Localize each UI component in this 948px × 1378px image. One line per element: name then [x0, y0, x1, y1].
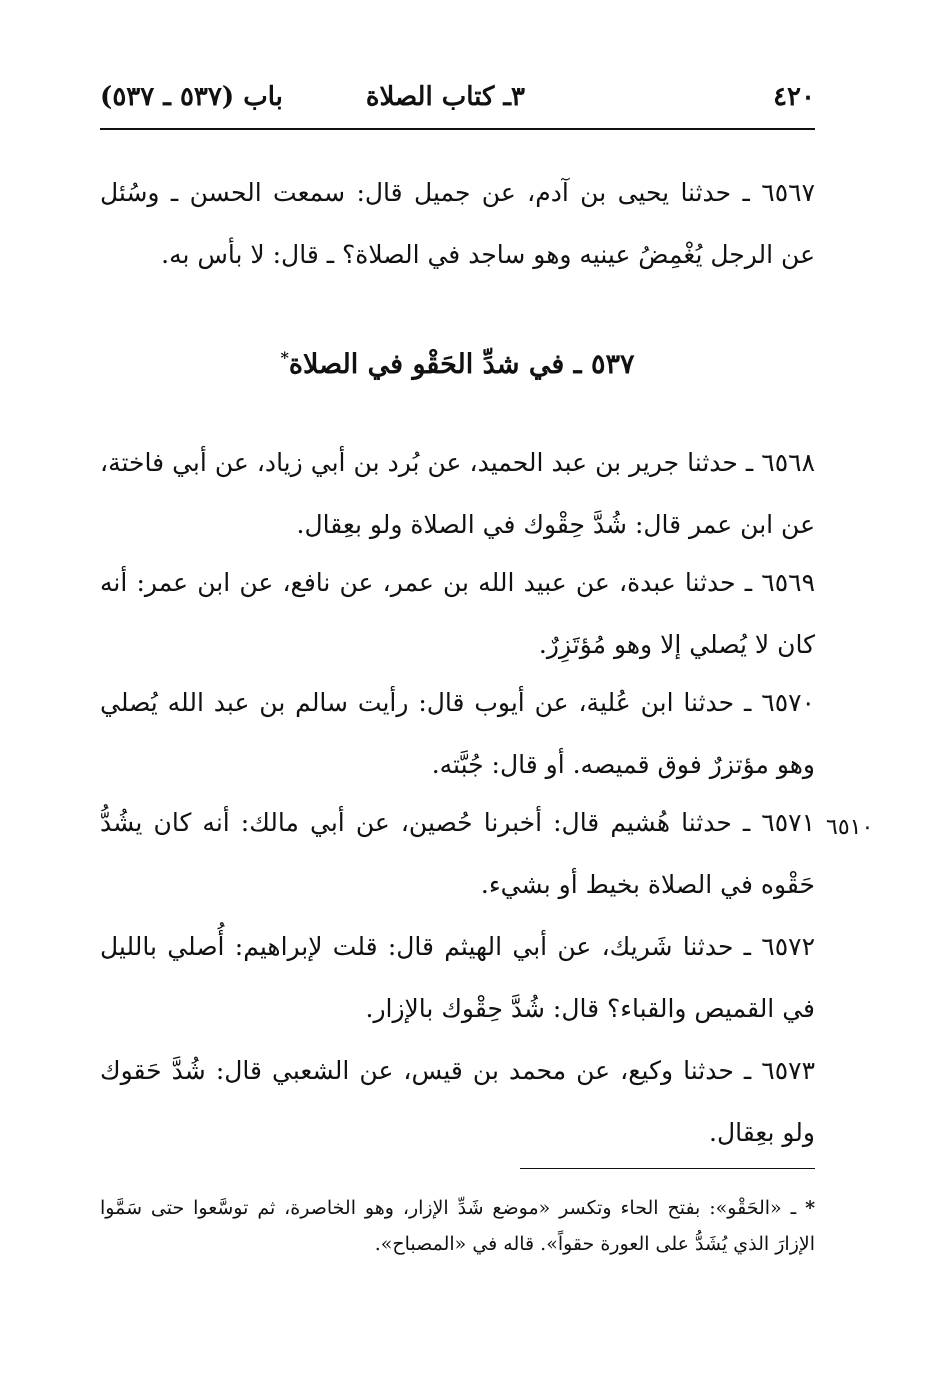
hadith-text: ـ حدثنا ابن عُلية، عن أيوب قال: رأيت سالم بن عبد الله يُصلي وهو مؤتزرٌ فوق قميصه. أو قال: جُبَّته. [100, 688, 815, 779]
hadith-number: ٦٥٦٧ [761, 178, 815, 207]
hadith-text: ـ حدثنا شَريك، عن أبي الهيثم قال: قلت لإبراهيم: أُصلي بالليل في القميص والقباء؟ قال: شُدَّ حِقْوك بالإزار. [100, 932, 815, 1023]
hadith-6568 [100, 432, 815, 556]
hadith-text: ـ حدثنا جرير بن عبد الحميد، عن بُرد بن أبي زياد، عن أبي فاختة، عن ابن عمر قال: شُدَّ حِقْوك في الصلاة ولو بعِقال. [100, 448, 815, 539]
header-rule [100, 128, 815, 130]
section-title: ـ في شدِّ الحَقْو في الصلاة [288, 349, 582, 380]
footnote-star: * [805, 1197, 815, 1219]
hadith-number: ٦٥٦٨ [761, 448, 815, 477]
page-number: ٤٢٠ [773, 82, 815, 112]
hadith-6573 [100, 1040, 815, 1164]
hadith-text: ـ حدثنا هُشيم قال: أخبرنا حُصين، عن أبي مالك: أنه كان يشُدُّ حَقْوه في الصلاة بخيط أو بشيء. [100, 808, 815, 899]
hadith-text: ـ حدثنا يحيى بن آدم، عن جميل قال: سمعت الحسن ـ وسُئل عن الرجل يُغْمِضُ عينيه وهو ساجد في الصلاة؟ ـ قال: لا بأس به. [100, 178, 815, 269]
footnote-marker: * [280, 348, 289, 367]
hadith-6571 [100, 792, 815, 916]
hadith-6569 [100, 552, 815, 676]
hadith-number: ٦٥٧٣ [761, 1056, 816, 1085]
footnote [100, 1190, 815, 1262]
section-number: ٥٣٧ [590, 349, 635, 380]
margin-reference: ٦٥١٠ [826, 815, 874, 840]
hadith-6567 [100, 162, 815, 286]
running-header [100, 78, 815, 118]
book-title: ٣ـ كتاب الصلاة [365, 82, 525, 112]
hadith-number: ٦٥٧٢ [761, 932, 816, 961]
hadith-text: ـ حدثنا عبدة، عن عبيد الله بن عمر، عن نافع، عن ابن عمر: أنه كان لا يُصلي إلا وهو مُؤتَزِرٌ. [100, 568, 815, 659]
footnote-rule [520, 1168, 815, 1169]
hadith-6570 [100, 672, 815, 796]
hadith-number: ٦٥٦٩ [761, 568, 815, 597]
hadith-number: ٦٥٧١ [761, 808, 815, 837]
hadith-text: ـ حدثنا وكيع، عن محمد بن قيس، عن الشعبي قال: شُدَّ حَقوك ولو بعِقال. [100, 1056, 815, 1147]
hadith-number: ٦٥٧٠ [761, 688, 815, 717]
hadith-6572 [100, 916, 815, 1040]
footnote-text: ـ «الحَقْو»: بفتح الحاء وتكسر «موضع شَدِّ الإزار، وهو الخاصرة، ثم توسَّعوا حتى سَمَّوا الإزارَ الذي يُشَدُّ على العورة حقواً». قاله في «المصباح». [100, 1197, 815, 1255]
section-heading [100, 348, 815, 380]
chapter-range: باب (٥٣٧ ـ ٥٣٧) [100, 82, 283, 112]
